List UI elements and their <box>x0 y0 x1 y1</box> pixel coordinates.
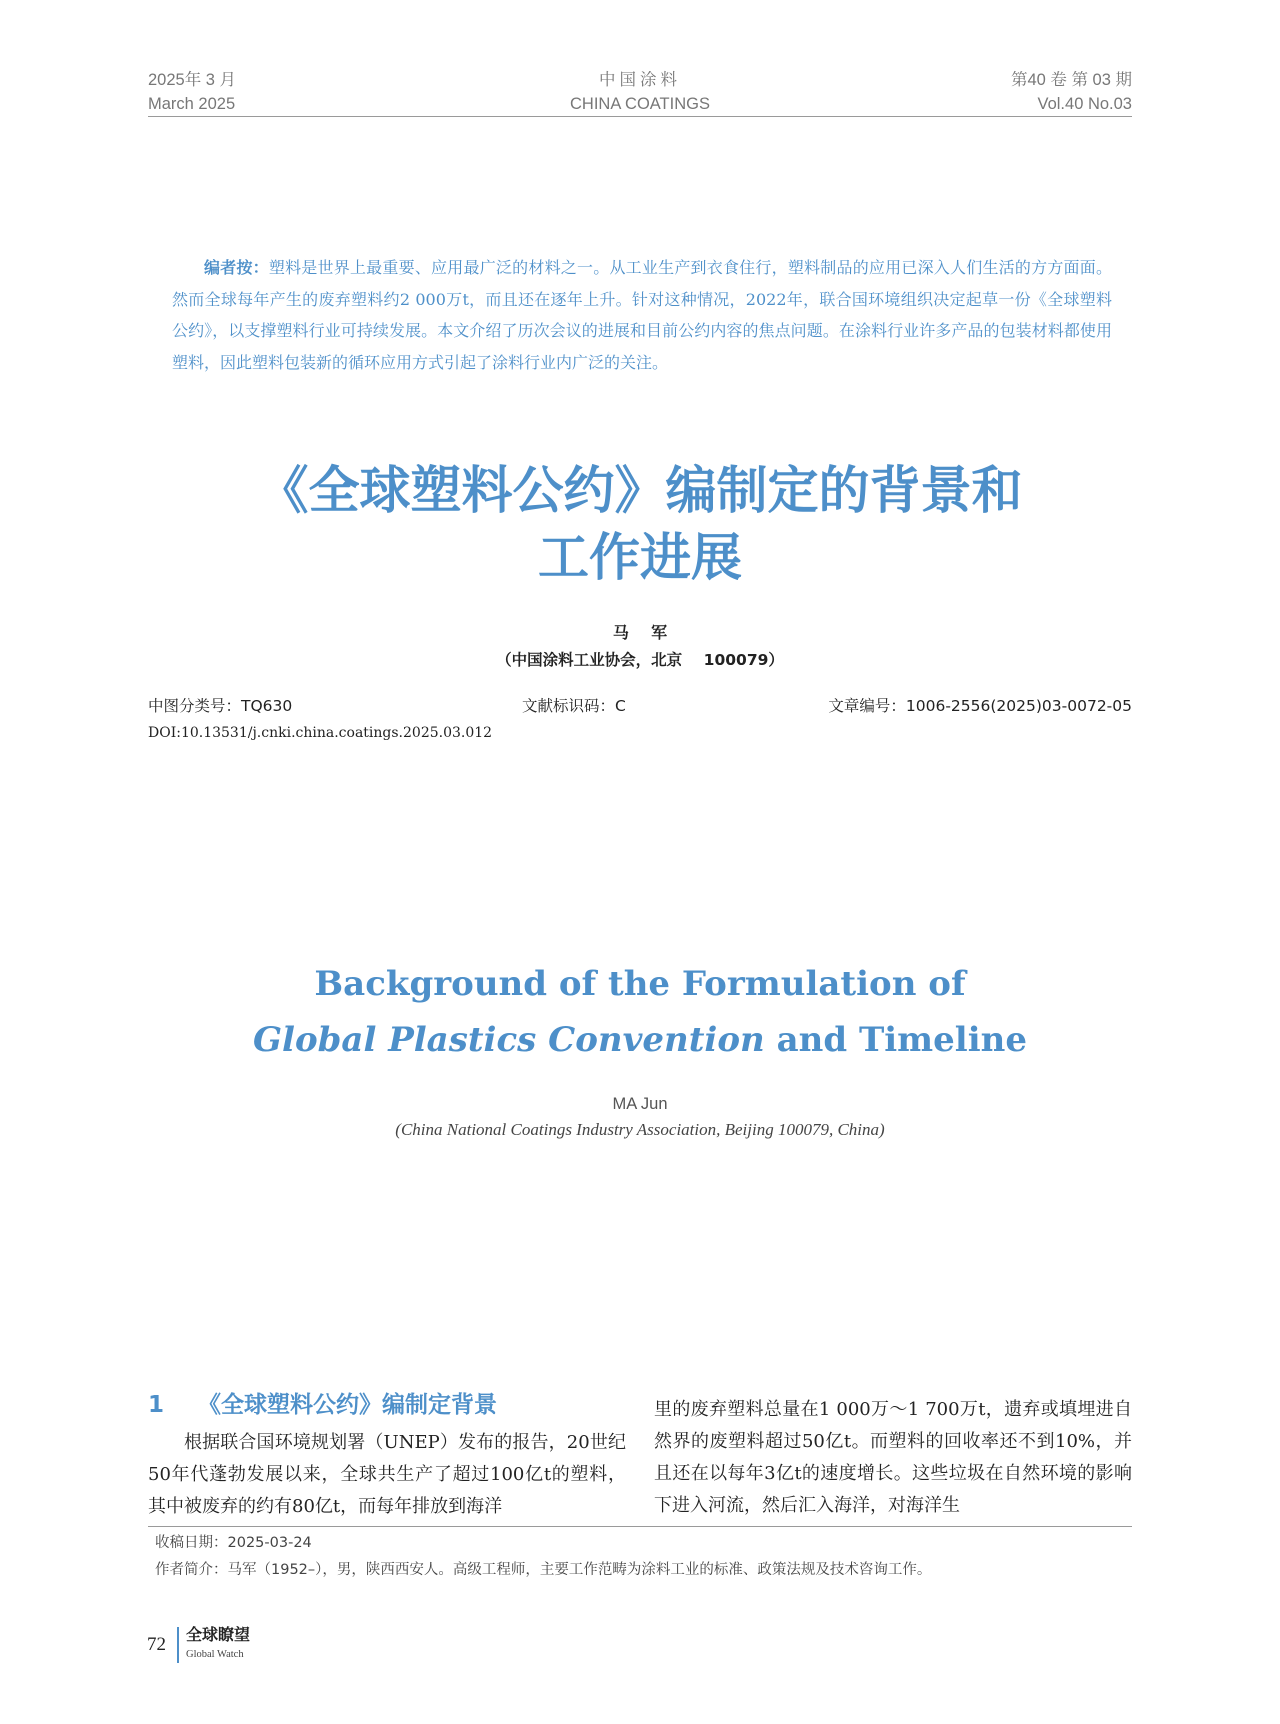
article-number: 文章编号：1006-2556(2025)03-0072-05 <box>828 697 1132 715</box>
section-number: 1 <box>148 1392 165 1418</box>
header-volume <box>1011 68 1132 116</box>
header-date-en: March 2025 <box>148 95 236 113</box>
article-title-cn-line2: 工作进展 <box>537 529 742 588</box>
column-name-cn: 全球瞭望 <box>186 1625 251 1644</box>
affiliation-cn: （中国涂料工业协会，北京 100079） <box>496 651 784 669</box>
editor-note <box>172 252 1112 378</box>
section-heading <box>148 1390 497 1420</box>
editor-note-lead: 编者按： <box>204 258 269 277</box>
author-en: MA Jun <box>612 1095 668 1113</box>
clc-number: 中图分类号：TQ630 <box>148 697 293 715</box>
body-text-left-column: 根据联合国环境规划署（UNEP）发布的报告，20世纪50年代蓬勃发展以来，全球共生产了超过100亿t的塑料，其中被废弃的约有80亿t，而每年排放到海洋 <box>148 1432 626 1517</box>
body-text-right-column: 里的废弃塑料总量在1 000万～1 700万t，遗弃或填埋进自然界的废塑料超过50亿t。而塑料的回收率还不到10%，并且还在以每年3亿t的速度增长。这些垃圾在自然环境的影响下进入河流，然后汇入海洋，对海洋生 <box>654 1399 1132 1516</box>
footer-accent-bar <box>177 1627 179 1663</box>
article-title-en-line1: Background of the Formulation of <box>314 964 966 1004</box>
received-date: 收稿日期：2025-03-24 <box>155 1535 312 1551</box>
header-volume-en: Vol.40 No.03 <box>1037 95 1132 113</box>
author-bio: 作者简介：马军（1952–），男，陕西西安人。高级工程师，主要工作范畴为涂料工业的标准、政策法规及技术咨询工作。 <box>155 1562 932 1578</box>
article-title-cn-line1: 《全球塑料公约》编制定的背景和 <box>257 462 1023 521</box>
header-journal <box>440 68 840 116</box>
affiliation-en: (China National Coatings Industry Association, Beijing 100079, China) <box>395 1120 885 1139</box>
page-number: 72 <box>147 1634 166 1655</box>
header-date-cn: 2025年 3 月 <box>148 71 237 89</box>
article-title-cn <box>140 458 1140 592</box>
editor-note-text: 塑料是世界上最重要、应用最广泛的材料之一。从工业生产到衣食住行，塑料制品的应用已深入人们生活的方方面面。然而全球每年产生的废弃塑料约2 000万t，而且还在逐年上升。针对这种情况，2022年，联合国环境组织决定起草一份《全球塑料公约》，以支撑塑料行业可持续发展。本文介绍了历次会议的进展和目前公约内容的焦点问题。在涂料行业许多产品的包装材料都使用塑料，因此塑料包装新的循环应用方式引起了涂料行业内广泛的关注。 <box>172 258 1112 372</box>
header-volume-cn: 第40 卷 第 03 期 <box>1010 71 1132 89</box>
column-name-en: Global Watch <box>186 1649 244 1660</box>
document-code: 文献标识码：C <box>522 697 626 715</box>
footnote-divider <box>148 1526 1132 1527</box>
article-title-en <box>140 956 1140 1068</box>
article-title-en-line2-rest: and Timeline <box>764 1020 1027 1060</box>
header-divider <box>148 116 1132 117</box>
section-title: 《全球塑料公约》编制定背景 <box>198 1392 497 1418</box>
header-journal-cn: 中国涂料 <box>599 71 681 89</box>
header-date <box>148 68 236 116</box>
header-journal-en: CHINA COATINGS <box>570 95 710 113</box>
author-cn: 马 军 <box>612 623 668 642</box>
article-title-en-line2 <box>140 1012 1140 1068</box>
doi: DOI:10.13531/j.cnki.china.coatings.2025.03.012 <box>148 725 493 741</box>
convention-name: Global Plastics Convention <box>253 1020 765 1060</box>
